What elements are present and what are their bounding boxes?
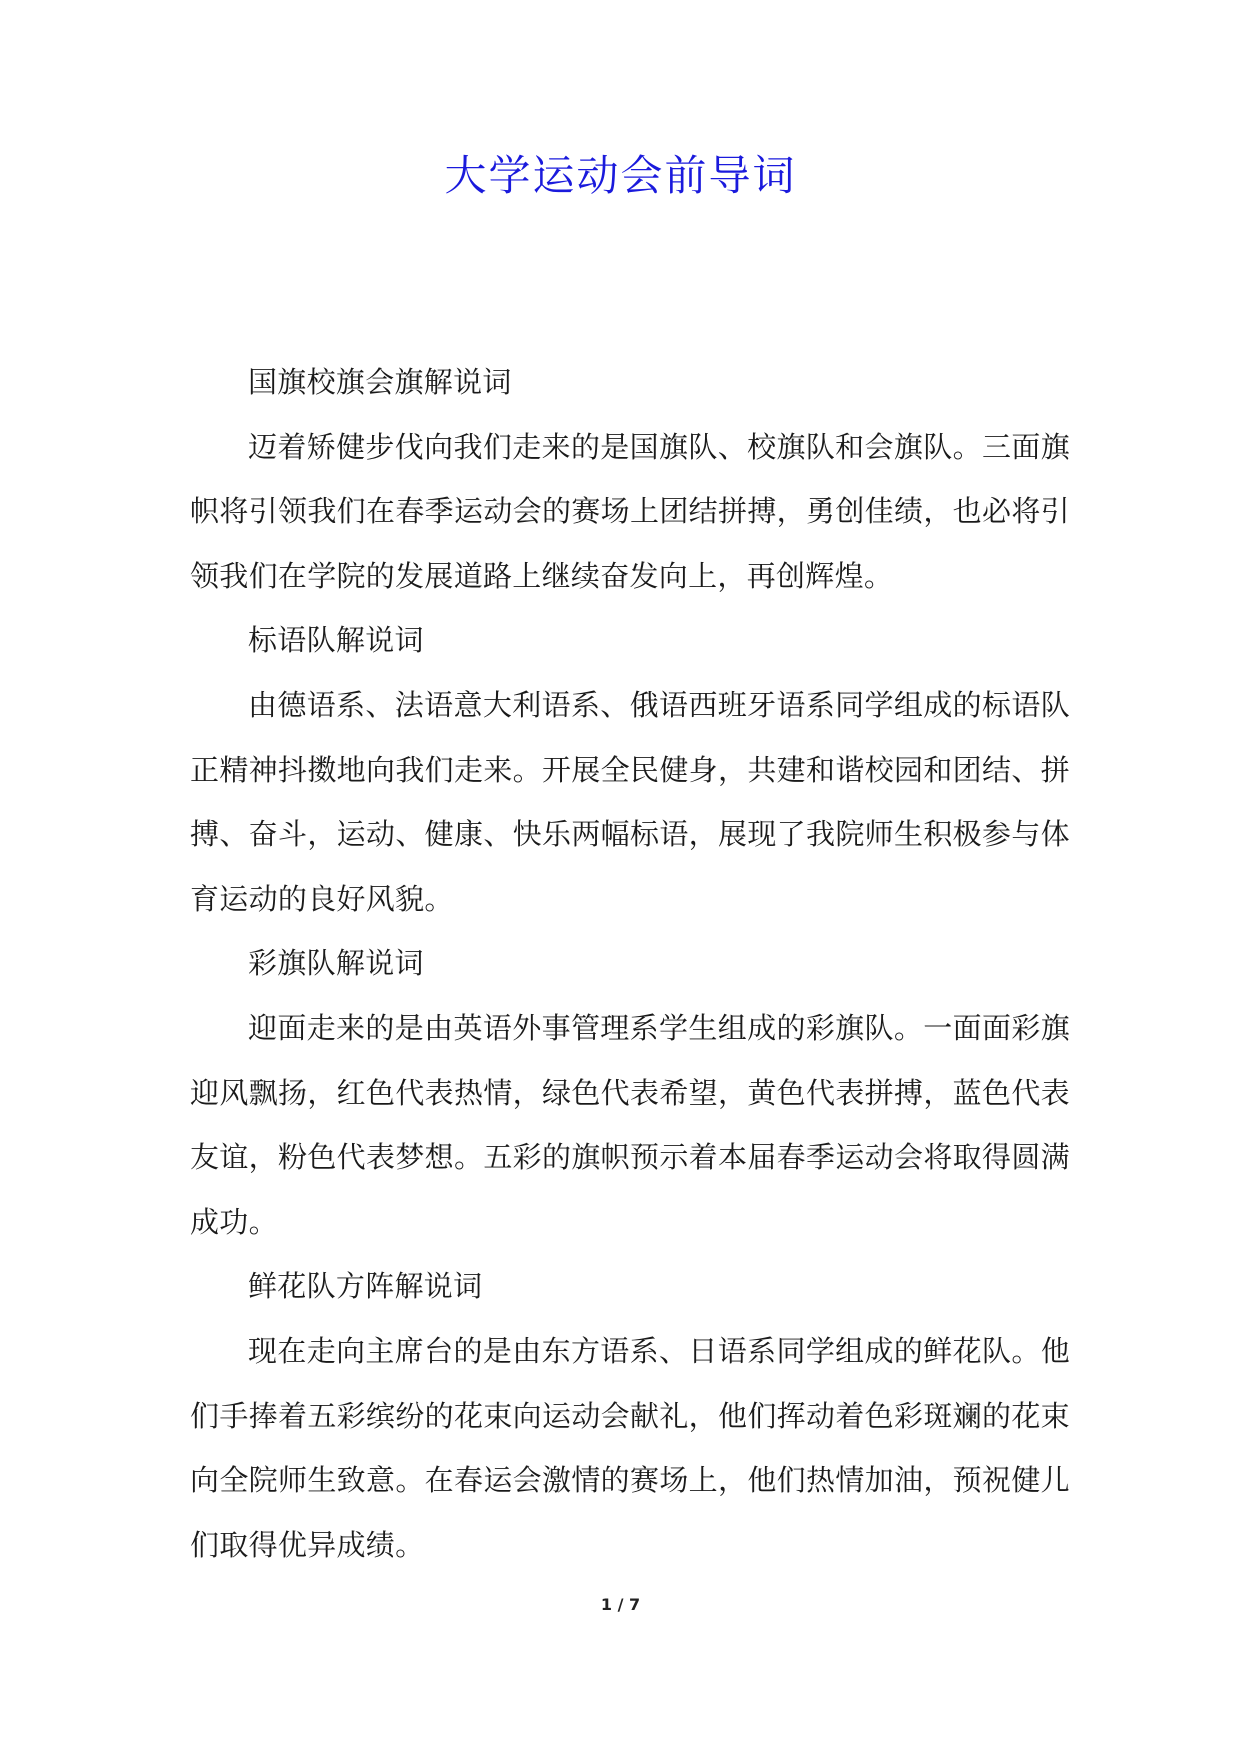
heading-slogan-team: 标语队解说词 (248, 623, 424, 658)
paragraph-flag-team: 迈着矫健步伐向我们走来的是国旗队、校旗队和会旗队。三面旗帜将引领我们在春季运动会的赛场上团结拼搏，勇创佳绩，也必将引领我们在学院的发展道路上继续奋发向上，再创辉煌。 (190, 429, 1070, 593)
heading-flower-team: 鲜花队方阵解说词 (248, 1269, 483, 1304)
paragraph-flower-team: 现在走向主席台的是由东方语系、日语系同学组成的鲜花队。他们手捧着五彩缤纷的花束向运动会献礼，他们挥动着色彩斑斓的花束向全院师生致意。在春运会激情的赛场上，他们热情加油，预祝健儿们取得优异成绩。 (190, 1333, 1070, 1562)
paragraph-slogan-team: 由德语系、法语意大利语系、俄语西班牙语系同学组成的标语队正精神抖擞地向我们走来。开展全民健身，共建和谐校园和团结、拼搏、奋斗，运动、健康、快乐两幅标语，展现了我院师生积极参与体育运动的良好风貌。 (190, 687, 1070, 916)
heading-flag-team: 国旗校旗会旗解说词 (248, 365, 512, 399)
document-body (190, 350, 1070, 1577)
page-number: 1 / 7 (600, 1595, 641, 1614)
paragraph-color-flag-team: 迎面走来的是由英语外事管理系学生组成的彩旗队。一面面彩旗迎风飘扬，红色代表热情，绿色代表希望，黄色代表拼搏，蓝色代表友谊，粉色代表梦想。五彩的旗帜预示着本届春季运动会将取得圆满成功。 (190, 1010, 1070, 1239)
heading-color-flag-team: 彩旗队解说词 (248, 946, 424, 981)
page-title: 大学运动会前导词 (444, 151, 797, 200)
